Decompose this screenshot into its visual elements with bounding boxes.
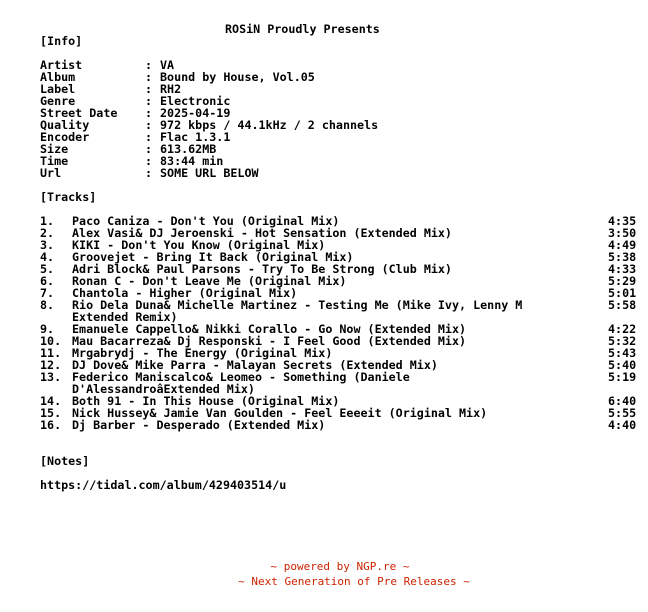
info-separator: :: [145, 130, 153, 144]
track-duration: 5:19: [608, 370, 637, 384]
info-key: Quality: [40, 118, 90, 132]
info-value: Electronic: [160, 94, 231, 108]
info-key: Encoder: [40, 130, 90, 144]
track-duration: 4:35: [608, 214, 637, 228]
info-key: Album: [40, 70, 76, 84]
info-value: SOME URL BELOW: [160, 166, 259, 180]
track-title: Both 91 - In This House (Original Mix): [72, 394, 340, 408]
track-title: Chantola - Higher (Original Mix): [72, 286, 298, 300]
track-number: 7.: [40, 286, 55, 300]
info-key: Url: [40, 166, 62, 180]
info-value: RH2: [160, 82, 182, 96]
track-title: Nick Hussey& Jamie Van Goulden - Feel Eeeeit (Original Mix): [72, 406, 488, 420]
track-number: 15.: [40, 406, 62, 420]
track-duration: 6:40: [608, 394, 637, 408]
tracks-heading: [Tracks]: [40, 190, 97, 204]
info-row: [0, 167, 648, 179]
info-value: 972 kbps / 44.1kHz / 2 channels: [160, 118, 379, 132]
track-duration: 5:58: [608, 298, 637, 312]
track-duration: 3:50: [608, 226, 637, 240]
info-value: 613.62MB: [160, 142, 217, 156]
nfo-document: [0, 11, 648, 491]
title-line: [0, 11, 648, 36]
track-title: Mau Bacarreza& Dj Responski - I Feel Good (Extended Mix): [72, 334, 467, 348]
track-duration: 4:40: [608, 418, 637, 432]
info-separator: :: [145, 118, 153, 132]
info-section: [0, 59, 648, 179]
track-title: Ronan C - Don't Leave Me (Original Mix): [72, 274, 347, 288]
track-number: 16.: [40, 418, 62, 432]
info-heading: [Info]: [40, 34, 83, 48]
track-number: 10.: [40, 334, 62, 348]
info-separator: :: [145, 94, 153, 108]
info-key: Size: [40, 142, 69, 156]
track-number: 12.: [40, 358, 62, 372]
track-duration: 4:33: [608, 262, 637, 276]
release-title: ROSiN Proudly Presents: [225, 22, 380, 36]
info-separator: :: [145, 154, 153, 168]
track-number: 1.: [40, 214, 55, 228]
track-number: 14.: [40, 394, 62, 408]
track-list: [0, 215, 648, 431]
info-separator: :: [145, 58, 153, 72]
info-separator: :: [145, 70, 153, 84]
track-duration: 5:55: [608, 406, 637, 420]
track-title-continued: D'AlessandroâExtended Mix): [72, 382, 255, 396]
track-duration: 5:38: [608, 250, 637, 264]
track-title: KIKI - Don't You Know (Original Mix): [72, 238, 326, 252]
track-row: [0, 419, 648, 431]
info-row: [0, 131, 648, 143]
info-key: Artist: [40, 58, 83, 72]
track-title: Alex Vasi& DJ Jeroenski - Hot Sensation (Extended Mix): [72, 226, 452, 240]
info-row: [0, 71, 648, 83]
track-title: Mrgabrydj - The Energy (Original Mix): [72, 346, 333, 360]
info-separator: :: [145, 106, 153, 120]
track-number: 3.: [40, 238, 55, 252]
footer-powered-by: ~ powered by NGP.re ~: [270, 560, 410, 573]
track-number: 8.: [40, 298, 55, 312]
info-key: Genre: [40, 94, 76, 108]
track-duration: 5:01: [608, 286, 637, 300]
info-row: [0, 59, 648, 71]
footer-tagline: ~ Next Generation of Pre Releases ~: [238, 575, 470, 588]
info-separator: :: [145, 142, 153, 156]
info-key: Label: [40, 82, 76, 96]
track-duration: 5:40: [608, 358, 637, 372]
track-number: 6.: [40, 274, 55, 288]
info-value: Bound by House, Vol.05: [160, 70, 315, 84]
track-title-continued: Extended Remix): [72, 310, 178, 324]
track-number: 2.: [40, 226, 55, 240]
info-value: 2025-04-19: [160, 106, 231, 120]
track-duration: 5:32: [608, 334, 637, 348]
notes-heading: [Notes]: [40, 454, 90, 468]
track-title: Emanuele Cappello& Nikki Corallo - Go Now (Extended Mix): [72, 322, 467, 336]
track-number: 9.: [40, 322, 55, 336]
track-title: Paco Caniza - Don't You (Original Mix): [72, 214, 340, 228]
info-key: Time: [40, 154, 69, 168]
track-duration: 4:22: [608, 322, 637, 336]
track-title: Dj Barber - Desperado (Extended Mix): [72, 418, 326, 432]
track-number: 13.: [40, 370, 62, 384]
info-row: [0, 155, 648, 167]
track-title: DJ Dove& Mike Parra - Malayan Secrets (Extended Mix): [72, 358, 438, 372]
info-row: [0, 83, 648, 95]
track-duration: 5:43: [608, 346, 637, 360]
info-separator: :: [145, 166, 153, 180]
info-separator: :: [145, 82, 153, 96]
track-number: 5.: [40, 262, 55, 276]
track-duration: 4:49: [608, 238, 637, 252]
track-title: Rio Dela Duna& Michelle Martinez - Testing Me (Mike Ivy, Lenny M: [72, 298, 523, 312]
track-title: Groovejet - Bring It Back (Original Mix): [72, 250, 354, 264]
info-row: [0, 143, 648, 155]
info-value: 83:44 min: [160, 154, 224, 168]
track-number: 4.: [40, 250, 55, 264]
track-title: Adri Block& Paul Parsons - Try To Be Strong (Club Mix): [72, 262, 452, 276]
info-value: Flac 1.3.1: [160, 130, 231, 144]
info-value: VA: [160, 58, 175, 72]
track-number: 11.: [40, 346, 62, 360]
notes-url: https://tidal.com/album/429403514/u: [40, 478, 287, 492]
track-title: Federico Maniscalco& Leomeo - Something (Daniele: [72, 370, 410, 384]
info-row: [0, 119, 648, 131]
track-duration: 5:29: [608, 274, 637, 288]
info-key: Street Date: [40, 106, 118, 120]
